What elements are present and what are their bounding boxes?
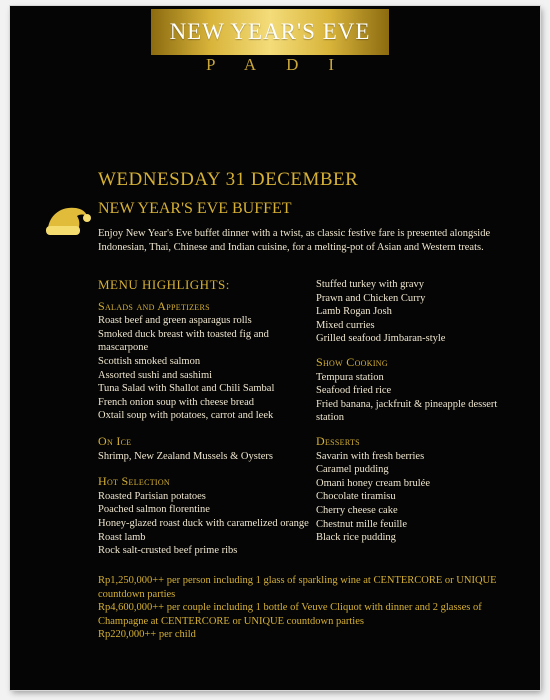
menu-item: Rock salt-crusted beef prime ribs <box>98 545 238 557</box>
menu-item: Stuffed turkey with gravy <box>316 279 424 290</box>
menu-item: Tuna Salad with Shallot and Chili Sambal <box>98 383 275 395</box>
menu-item: Chocolate tiramisu <box>316 491 396 503</box>
price-line: Rp220,000++ per child <box>98 629 196 641</box>
menu-item: Assorted sushi and sashimi <box>98 369 213 381</box>
menu-item: Grilled seafood Jimbaran-style <box>316 333 446 345</box>
banner-title: NEW YEAR'S EVE <box>169 19 371 44</box>
menu-item: Caramel pudding <box>316 464 389 476</box>
menu-item: Lamb Rogan Josh <box>316 306 392 318</box>
price-line: Rp1,250,000++ per person including 1 glass of sparkling wine at CENTERCORE or UNIQUE countdown parties <box>98 575 497 600</box>
section-title-hot-selection: Hot Selection <box>98 474 171 489</box>
restaurant-name: PADI <box>205 55 365 74</box>
menu-item: Honey-glazed roast duck with caramelized orange <box>98 517 309 529</box>
price-list <box>98 574 518 642</box>
price-line: Rp4,600,000++ per couple including 1 bottle of Veuve Cliquot with dinner and 2 glasses of Champagne at CENTERCORE or UNIQUE countdown parties <box>98 602 482 627</box>
menu-item: Fried banana, jackfruit & pineapple dessert station <box>316 398 498 424</box>
menu-item: Shrimp, New Zealand Mussels & Oysters <box>98 450 273 462</box>
menu-item: Savarin with fresh berries <box>316 450 425 462</box>
menu-item: Scottish smoked salmon <box>98 355 201 367</box>
header-banner <box>151 9 389 55</box>
menu-item: Cherry cheese cake <box>316 504 398 516</box>
menu-item: Oxtail soup with potatoes, carrot and leek <box>98 410 274 422</box>
menu-item: Roast lamb <box>98 531 146 543</box>
menu-item: Roasted Parisian potatoes <box>98 490 206 502</box>
menu-item: Smoked duck breast with toasted fig and mascarpone <box>98 328 269 354</box>
section-title-on-ice: On Ice <box>98 433 132 448</box>
menu-item: Mixed curries <box>316 319 375 331</box>
menu-column-right <box>316 278 516 545</box>
santa-hat-icon <box>40 202 92 242</box>
menu-poster <box>10 6 540 690</box>
menu-item: Seafood fried rice <box>316 385 392 397</box>
menu-item: Chestnut mille feuille <box>316 518 407 530</box>
menu-item: Prawn and Chicken Curry <box>316 292 426 304</box>
event-title: NEW YEAR'S EVE BUFFET <box>98 200 292 217</box>
section-title-show-cooking: Show Cooking <box>316 354 388 369</box>
menu-item: French onion soup with cheese bread <box>98 396 254 408</box>
menu-item: Tempura station <box>316 371 384 383</box>
menu-item: Roast beef and green asparagus rolls <box>98 315 252 327</box>
menu-item: Black rice pudding <box>316 532 396 544</box>
section-title-desserts: Desserts <box>316 433 360 448</box>
menu-item: Poached salmon florentine <box>98 504 210 516</box>
event-date: WEDNESDAY 31 DECEMBER <box>98 169 359 190</box>
intro-text: Enjoy New Year's Eve buffet dinner with a twist, as classic festive fare is presented alongside Indonesian, Thai, Chinese and Indian cuisine, for a melting-pot of Asian and Western treats. <box>98 228 491 253</box>
menu-item: Omani honey cream brulée <box>316 477 430 489</box>
section-title-salads: Salads and Appetizers <box>98 298 210 313</box>
menu-highlights-heading: MENU HIGHLIGHTS: <box>98 277 230 292</box>
menu-column-left <box>98 278 313 558</box>
